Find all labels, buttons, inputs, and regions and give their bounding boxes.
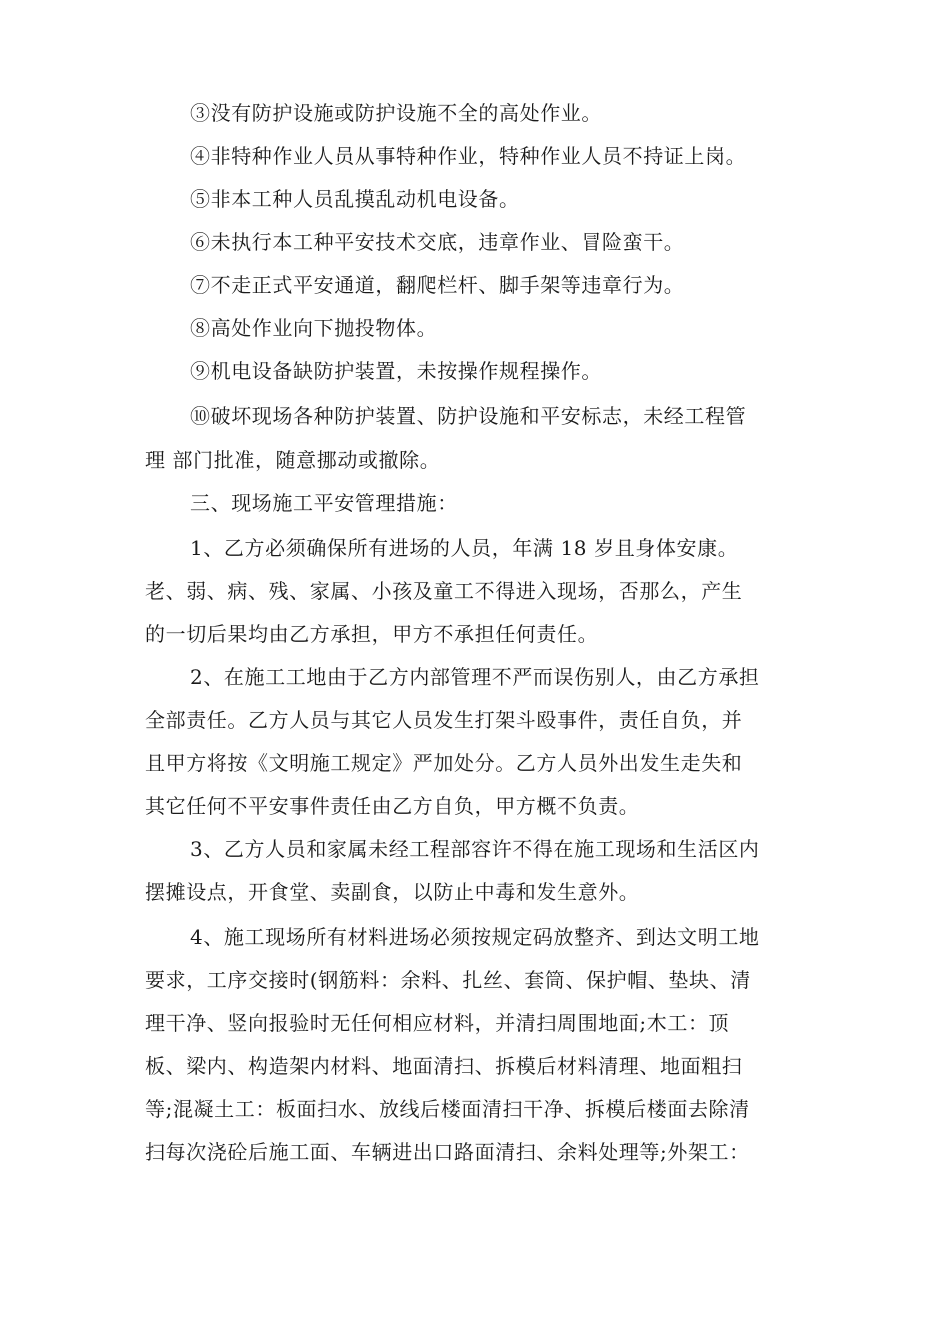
text-line: 要求，工序交接时(钢筋料：余料、扎丝、套筒、保护帽、垫块、清	[145, 968, 751, 992]
text-line: 板、梁内、构造架内材料、地面清扫、拆模后材料清理、地面粗扫	[145, 1054, 743, 1078]
text-line: ③没有防护设施或防护设施不全的高处作业。	[190, 101, 602, 125]
text-line: 理 部门批准，随意挪动或撤除。	[145, 448, 441, 472]
text-line: ⑨机电设备缺防护装置，未按操作规程操作。	[190, 359, 602, 383]
text-line: 扫每次浇砼后施工面、车辆进出口路面清扫、余料处理等;外架工：	[145, 1140, 750, 1164]
text-line: 老、弱、病、残、家属、小孩及童工不得进入现场，否那么，产生	[145, 579, 743, 603]
text-line: ⑤非本工种人员乱摸乱动机电设备。	[190, 187, 520, 211]
text-line: 3、乙方人员和家属未经工程部容许不得在施工现场和生活区内	[190, 837, 760, 861]
text-line: 且甲方将按《文明施工规定》严加处分。乙方人员外出发生走失和	[145, 751, 743, 775]
text-line: 其它任何不平安事件责任由乙方自负，甲方概不负责。	[145, 794, 640, 818]
section-heading: 三、现场施工平安管理措施：	[190, 491, 458, 515]
text-line: 全部责任。乙方人员与其它人员发生打架斗殴事件，责任自负，并	[145, 708, 743, 732]
text-line: 等;混凝土工：板面扫水、放线后楼面清扫干净、拆模后楼面去除清	[145, 1097, 750, 1121]
text-line: 1、乙方必须确保所有进场的人员，年满 18 岁且身体安康。	[190, 536, 739, 560]
text-line: 的一切后果均由乙方承担，甲方不承担任何责任。	[145, 622, 599, 646]
text-line: ⑧高处作业向下抛投物体。	[190, 316, 438, 340]
text-line: 摆摊设点，开食堂、卖副食，以防止中毒和发生意外。	[145, 880, 640, 904]
text-line: ⑥未执行本工种平安技术交底，违章作业、冒险蛮干。	[190, 230, 685, 254]
text-line: 理干净、竖向报验时无任何相应材料，并清扫周围地面;木工：顶	[145, 1011, 730, 1035]
text-line: ④非特种作业人员从事特种作业，特种作业人员不持证上岗。	[190, 144, 747, 168]
text-line: 2、在施工工地由于乙方内部管理不严而误伤别人，由乙方承担	[190, 665, 760, 689]
text-line: ⑩破坏现场各种防护装置、防护设施和平安标志，未经工程管	[190, 404, 747, 428]
text-line: 4、施工现场所有材料进场必须按规定码放整齐、到达文明工地	[190, 925, 760, 949]
text-line: ⑦不走正式平安通道，翻爬栏杆、脚手架等违章行为。	[190, 273, 685, 297]
